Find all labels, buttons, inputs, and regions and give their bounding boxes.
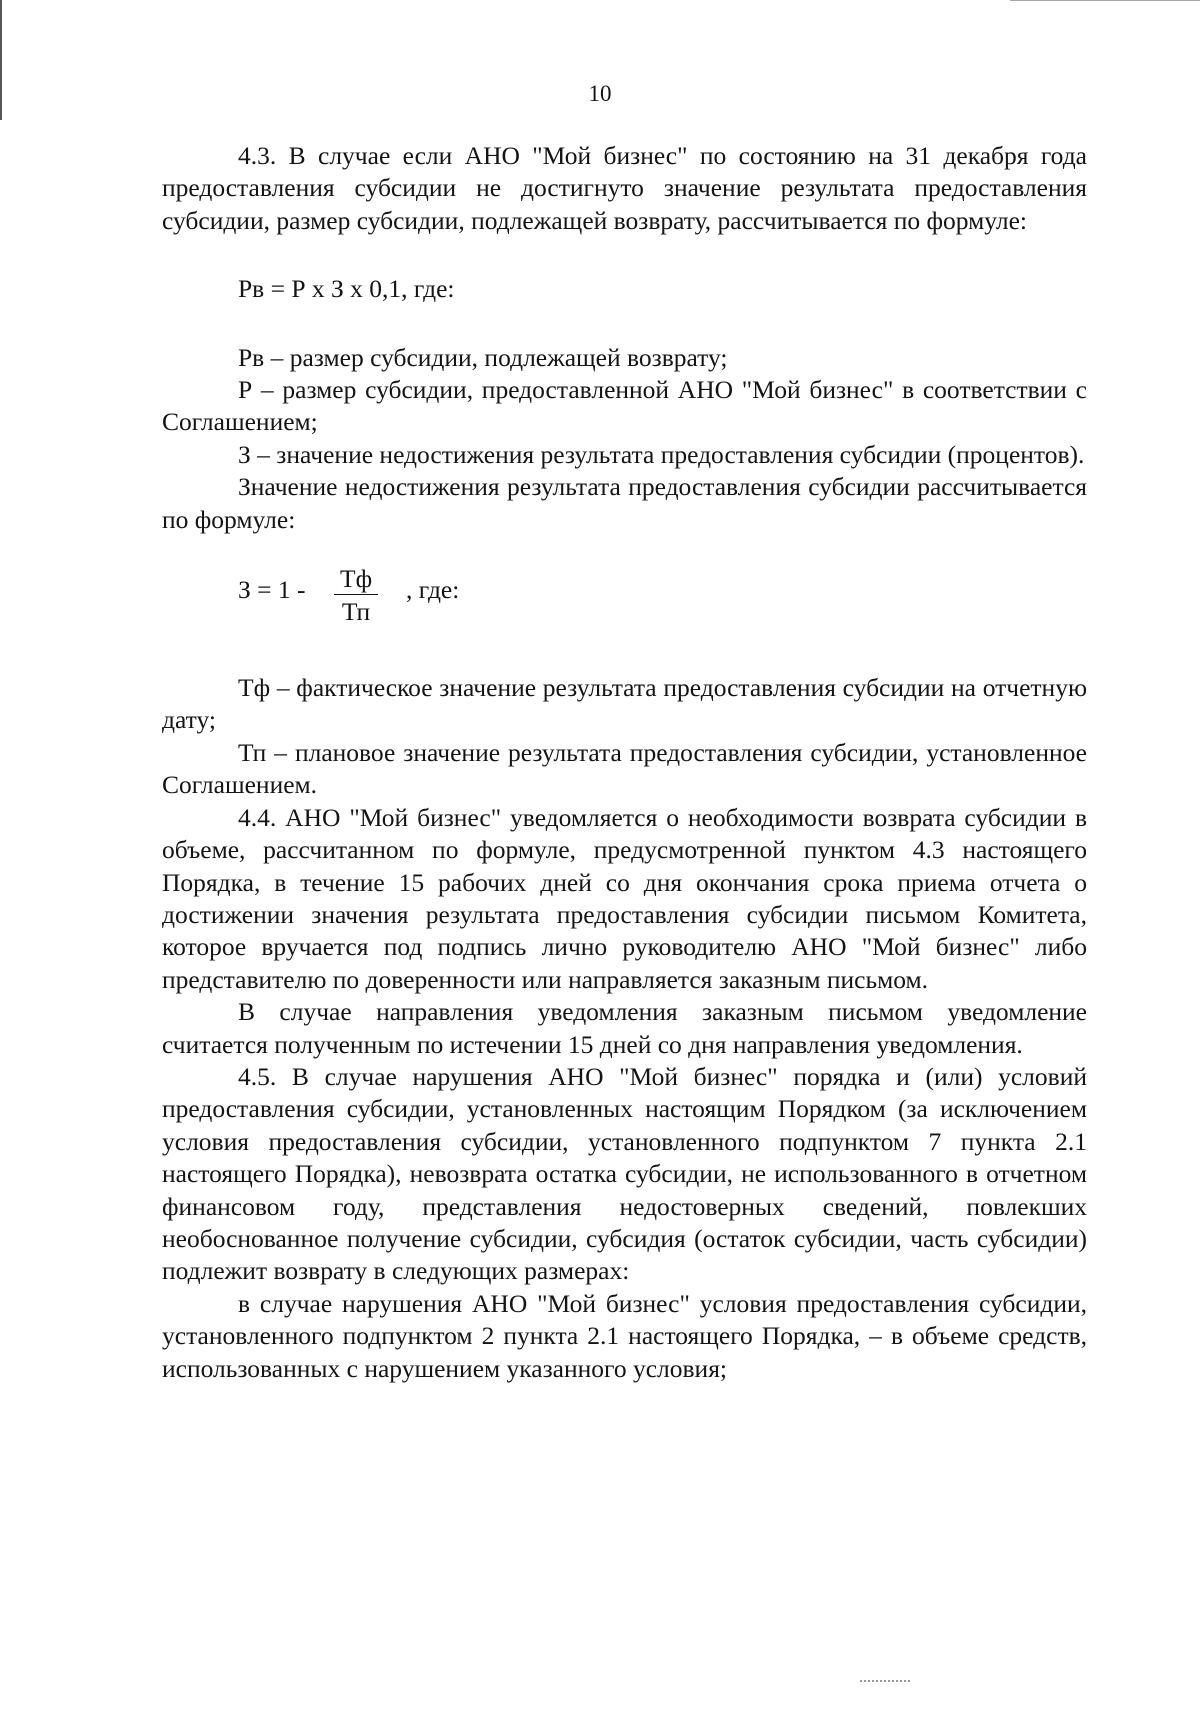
definition-r: Р – размер субсидии, предоставленной АНО "Мой бизнес" в соответствии с Соглашением; <box>162 375 1087 437</box>
definition-tf: Тф – фактическое значение результата предоставления субсидии на отчетную дату; <box>162 673 1087 735</box>
paragraph-4-5: 4.5. В случае нарушения АНО "Мой бизнес" порядка и (или) условий предоставления субсидии, установленных настоящим Порядком (за исключением условия предоставления субсидии, установленного подпунктом 7 пункта 2.1 настоящего Порядка), невозврата остатка субсидии, не использованного в отчетном финансовом году, представления недостоверных сведений, повлекших необоснованное получение субсидии, субсидия (остаток субсидии, часть субсидии) подлежит возврату в следующих размерах: <box>162 1061 1087 1286</box>
document-body <box>162 140 1087 1385</box>
formula-left-part: З = 1 - <box>238 575 306 605</box>
definition-rv: Рв – размер субсидии, подлежащей возврату; <box>238 342 728 372</box>
z-formula-intro: Значение недостижения результата предоставления субсидии рассчитывается по формуле: <box>162 472 1087 534</box>
definition-tp: Тп – плановое значение результата предоставления субсидии, установленное Соглашением. <box>162 737 1087 800</box>
fraction-denominator: Тп <box>341 597 371 627</box>
scan-edge-mark-top <box>1010 0 1200 1</box>
fraction-numerator: Тф <box>334 564 378 595</box>
formula-refund-amount: Рв = Р х З х 0,1, где: <box>238 274 455 304</box>
page-number: 10 <box>588 81 612 106</box>
paragraph-4-3: 4.3. В случае если АНО "Мой бизнес" по состоянию на 31 декабря года предоставления субсидии не достигнуто значение результата предоставления субсидии, размер субсидии, подлежащей возврату, рассчитывается по формуле: <box>162 141 1087 235</box>
definition-z: З – значение недостижения результата предоставления субсидии (процентов). <box>238 439 1085 469</box>
formula-right-part: , где: <box>406 575 460 605</box>
paragraph-4-4: 4.4. АНО "Мой бизнес" уведомляется о необходимости возврата субсидии в объеме, рассчитанном по формуле, предусмотренной пунктом 4.3 настоящего Порядка, в течение 15 рабочих дней со дня окончания срока приема отчета о достижении значения результата предоставления субсидии письмом Комитета, которое вручается под подпись лично руководителю АНО "Мой бизнес" либо представителю по доверенности или направляется заказным письмом. <box>162 802 1087 994</box>
scan-artifact <box>860 1680 910 1686</box>
fraction <box>334 564 378 629</box>
paragraph-4-5-case: в случае нарушения АНО "Мой бизнес" условия предоставления субсидии, установленного подпунктом 2 пункта 2.1 настоящего Порядка, – в объеме средств, использованных с нарушением указанного условия; <box>162 1288 1087 1383</box>
formula-shortfall <box>162 564 1087 644</box>
paragraph-4-4-notice: В случае направления уведомления заказным письмом уведомление считается полученным по истечении 15 дней со дня направления уведомления. <box>162 997 1087 1059</box>
